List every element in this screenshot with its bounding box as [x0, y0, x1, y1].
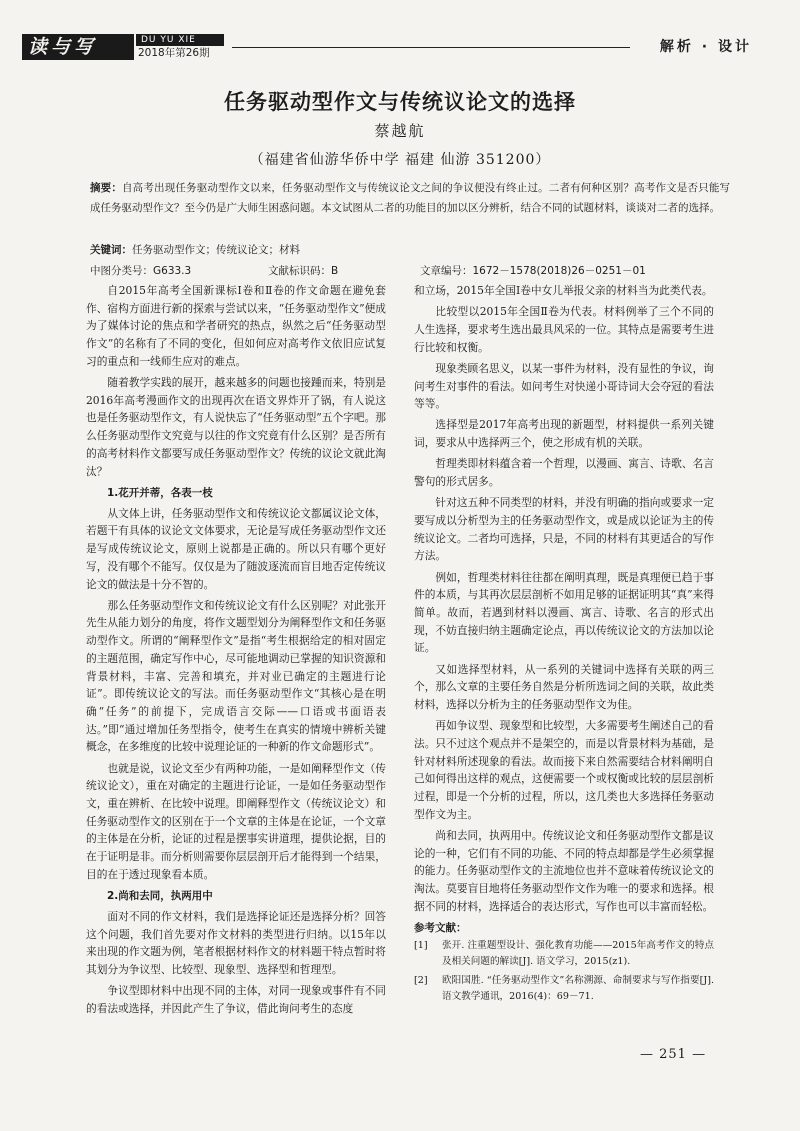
body-paragraph: 现象类顾名思义，以某一事件为材料，没有显性的争议，询问考生对事件的看法。如问考生对快递小哥诗词大会夺冠的看法等等。 [414, 361, 714, 411]
body-paragraph: 那么任务驱动型作文和传统议论文有什么区别呢？对此张开先生从能力划分的角度，将作文题型划分为阐释型作文和任务驱动型作文。所谓的“阐释型作文”是指“考生根据给定的相对固定的主题范围，确定写作中心，尽可能地调动已掌握的知识资源和背景材料，丰富、完善和填充，并对业已确定的主题进行论证”。即传统议论文的写法。而任务驱动型作文“其核心是在明确“任务”的前提下，完成语言交际——口语或书面语表达。”即“通过增加任务型指令，使考生在真实的情境中辨析关键概念，在多维度的比较中说理论证的一种新的作文命题形式”。 [86, 598, 386, 754]
right-column-body [414, 282, 714, 915]
body-paragraph: 也就是说，议论文至少有两种功能，一是如阐释型作文（传统议论文），重在对确定的主题进行论证，一是如任务驱动型作文，重在辨析、在比较中说理。即阐释型作文（传统议论文）和任务驱动型作文的区别在于一个文章的主体是在论证，一个文章的主体是在分析，论证的过程是摆事实讲道理，提供论据，目的在于证明是非。而分析则需要你层层剖开后才能得到一个结果，目的在于透过现象看本质。 [86, 761, 386, 881]
reference-text: 欧阳国胜. “任务驱动型作文”名称溯源、命制要求与写作指要[J]. 语文教学通讯，2016(4)：69－71. [442, 974, 714, 1003]
references-label: 参考文献： [414, 921, 467, 934]
page-number: — 251 — [640, 1047, 706, 1062]
section-category: 解析 · 设计 [659, 39, 752, 55]
journal-logo: 读与写 [22, 34, 134, 60]
article-author: 蔡越航 [374, 122, 426, 140]
body-paragraph: 又如选择型材料，从一系列的关键词中选择有关联的两三个，那么文章的主要任务自然是分析所选词之间的关联，故此类材料，选择以分析为主的任务驱动型作文为佳。 [414, 662, 714, 711]
reference-list [414, 938, 714, 1006]
body-paragraph: 面对不同的作文材料，我们是选择论证还是选择分析？回答这个问题，我们首先要对作文材料的类型进行归纳。以15年以来出现的作文题为例，笔者根据材料作文的材料题干特点暂时将其划分为争议型、比较型、现象型、选择型和哲理型。 [86, 910, 386, 977]
body-paragraph: 争议型即材料中出现不同的主体，对同一现象或事件有不同的看法或选择，并因此产生了争议，借此询问考生的态度 [86, 984, 386, 1016]
abstract-label: 摘要： [90, 182, 123, 194]
article-title: 任务驱动型作文与传统议论文的选择 [224, 90, 576, 114]
body-paragraph: 随着教学实践的展开，越来越多的问题也接踵而来，特别是2016年高考漫画作文的出现再次在语文界炸开了锅，有人说这也是任务驱动型作文，有人说快忘了“任务驱动型”五个字吧。那么任务驱动型作文究竟与以往的作文究竟有什么区别？是否所有的高考材料作文都要写成任务驱动型作文？传统的议论文就此淘汰？ [86, 376, 386, 478]
article-number: 文章编号：1672－1578(2018)26－0251－01 [420, 265, 646, 277]
abstract-text: 自高考出现任务驱动型作文以来，任务驱动型作文与传统议论文之间的争议便没有终止过。二者有何种区别？高考作文是否只能写成任务驱动型作文？至今仍是广大师生困惑问题。本文试图从二者的功能目的加以区分辨析，结合不同的试题材料，谈谈对二者的选择。 [90, 182, 731, 214]
section-heading: 2.尚和去同，执两用中 [107, 890, 213, 902]
keywords-label: 关键词： [90, 244, 132, 256]
reference-number: [1] [414, 939, 428, 951]
reference-number: [2] [414, 974, 428, 986]
running-header [22, 34, 782, 62]
body-paragraph: 自2015年高考全国新课标Ⅰ卷和Ⅱ卷的作文命题在避免套作、宿构方面进行新的探索与尝试以来，“任务驱动型作文”便成为了媒体讨论的焦点和学者研究的热点，纵然之后“任务驱动型作文”的名称有了不同的变化，但如何应对高考作文依旧应试复习的重点和一线师生应对的难点。 [86, 284, 386, 368]
abstract [90, 178, 730, 218]
keywords [90, 241, 730, 259]
body-paragraph: 比较型以2015年全国Ⅱ卷为代表。材料例举了三个不同的人生选择，要求考生选出最具风采的一位。其特点是需要考生进行比较和权衡。 [414, 305, 714, 354]
body-paragraph: 选择型是2017年高考出现的新题型，材料提供一系列关键词，要求从中选择两三个，使之形成有机的关联。 [414, 418, 714, 450]
body-paragraph: 从文体上讲，任务驱动型作文和传统议论文都属议论文体，若题干有具体的议论文文体要求，无论是写成任务驱动型作文还是写成传统议论文，原则上说都是正确的。所以只有哪个更好写，没有哪个不能写。仅仅是为了随波逐流而盲目地否定传统议论文的做法是十分不智的。 [86, 506, 386, 591]
issue-label: 2018年第26期 [138, 47, 210, 59]
reference-item [414, 973, 714, 1006]
body-paragraph: 针对这五种不同类型的材料，并没有明确的指向或要求一定要写成以分析型为主的任务驱动型作文，或是成以论证为主的传统议论文。二者均可选择，只是，不同的材料有其更适合的写作方法。 [414, 496, 714, 563]
body-paragraph: 哲理类即材料蕴含着一个哲理，以漫画、寓言、诗歌、名言警句的形式居多。 [414, 457, 714, 489]
keywords-text: 任务驱动型作文；传统议论文；材料 [132, 244, 300, 256]
body-paragraph: 再如争议型、现象型和比较型，大多需要考生阐述自己的看法。只不过这个观点并不是架空的，而是以背景材料为基础，是针对材料所述现象的看法。故而接下来自然需要结合材料阐明自己如何得出这样的观点，这便需要一个或权衡或比较的层层剖析过程，即是一个分析的过程，所以，这几类也大多选择任务驱动型作文为主。 [414, 719, 714, 821]
body-paragraph: 和立场，2015年全国Ⅰ卷中女儿举报父亲的材料当为此类代表。 [414, 284, 713, 297]
body-paragraph: 尚和去同，执两用中。传统议论文和任务驱动型作文都是议论的一种，它们有不同的功能、不同的特点却都是学生必须掌握的能力。任务驱动型作文的主流地位也并不意味着传统议论文的淘汰。莫要盲目地将任务驱动型作文作为唯一的要求和选择。根据不同的材料，选择适合的表达形式，写作也可以丰富而轻松。 [414, 828, 714, 913]
clc-number: 中图分类号：G633.3 [90, 265, 192, 277]
section-heading: 1.花开并蒂，各表一枝 [107, 486, 213, 499]
left-column [86, 282, 386, 1021]
reference-item [414, 938, 714, 971]
journal-pinyin: DU YU XIE [136, 34, 224, 46]
right-column [414, 282, 714, 1008]
reference-text: 张开. 注重题型设计、强化教育功能——2015年高考作文的特点及相关问题的解读[J]. 语文学习，2015(z1). [442, 939, 714, 968]
body-paragraph: 例如，哲理类材料往往都在阐明真理，既是真理便已趋于事件的本质，与其再次层层剖析不如用足够的证据证明其“真”来得简单。故而，若遇到材料以漫画、寓言、诗歌、名言的形式出现，不妨直接归纳主题确定论点，再以传统议论文的方法加以论证。 [414, 570, 714, 655]
document-code: 文献标识码：B [268, 265, 339, 277]
header-rule [232, 47, 630, 48]
author-affiliation: （福建省仙游华侨中学 福建 仙游 351200） [249, 152, 551, 168]
